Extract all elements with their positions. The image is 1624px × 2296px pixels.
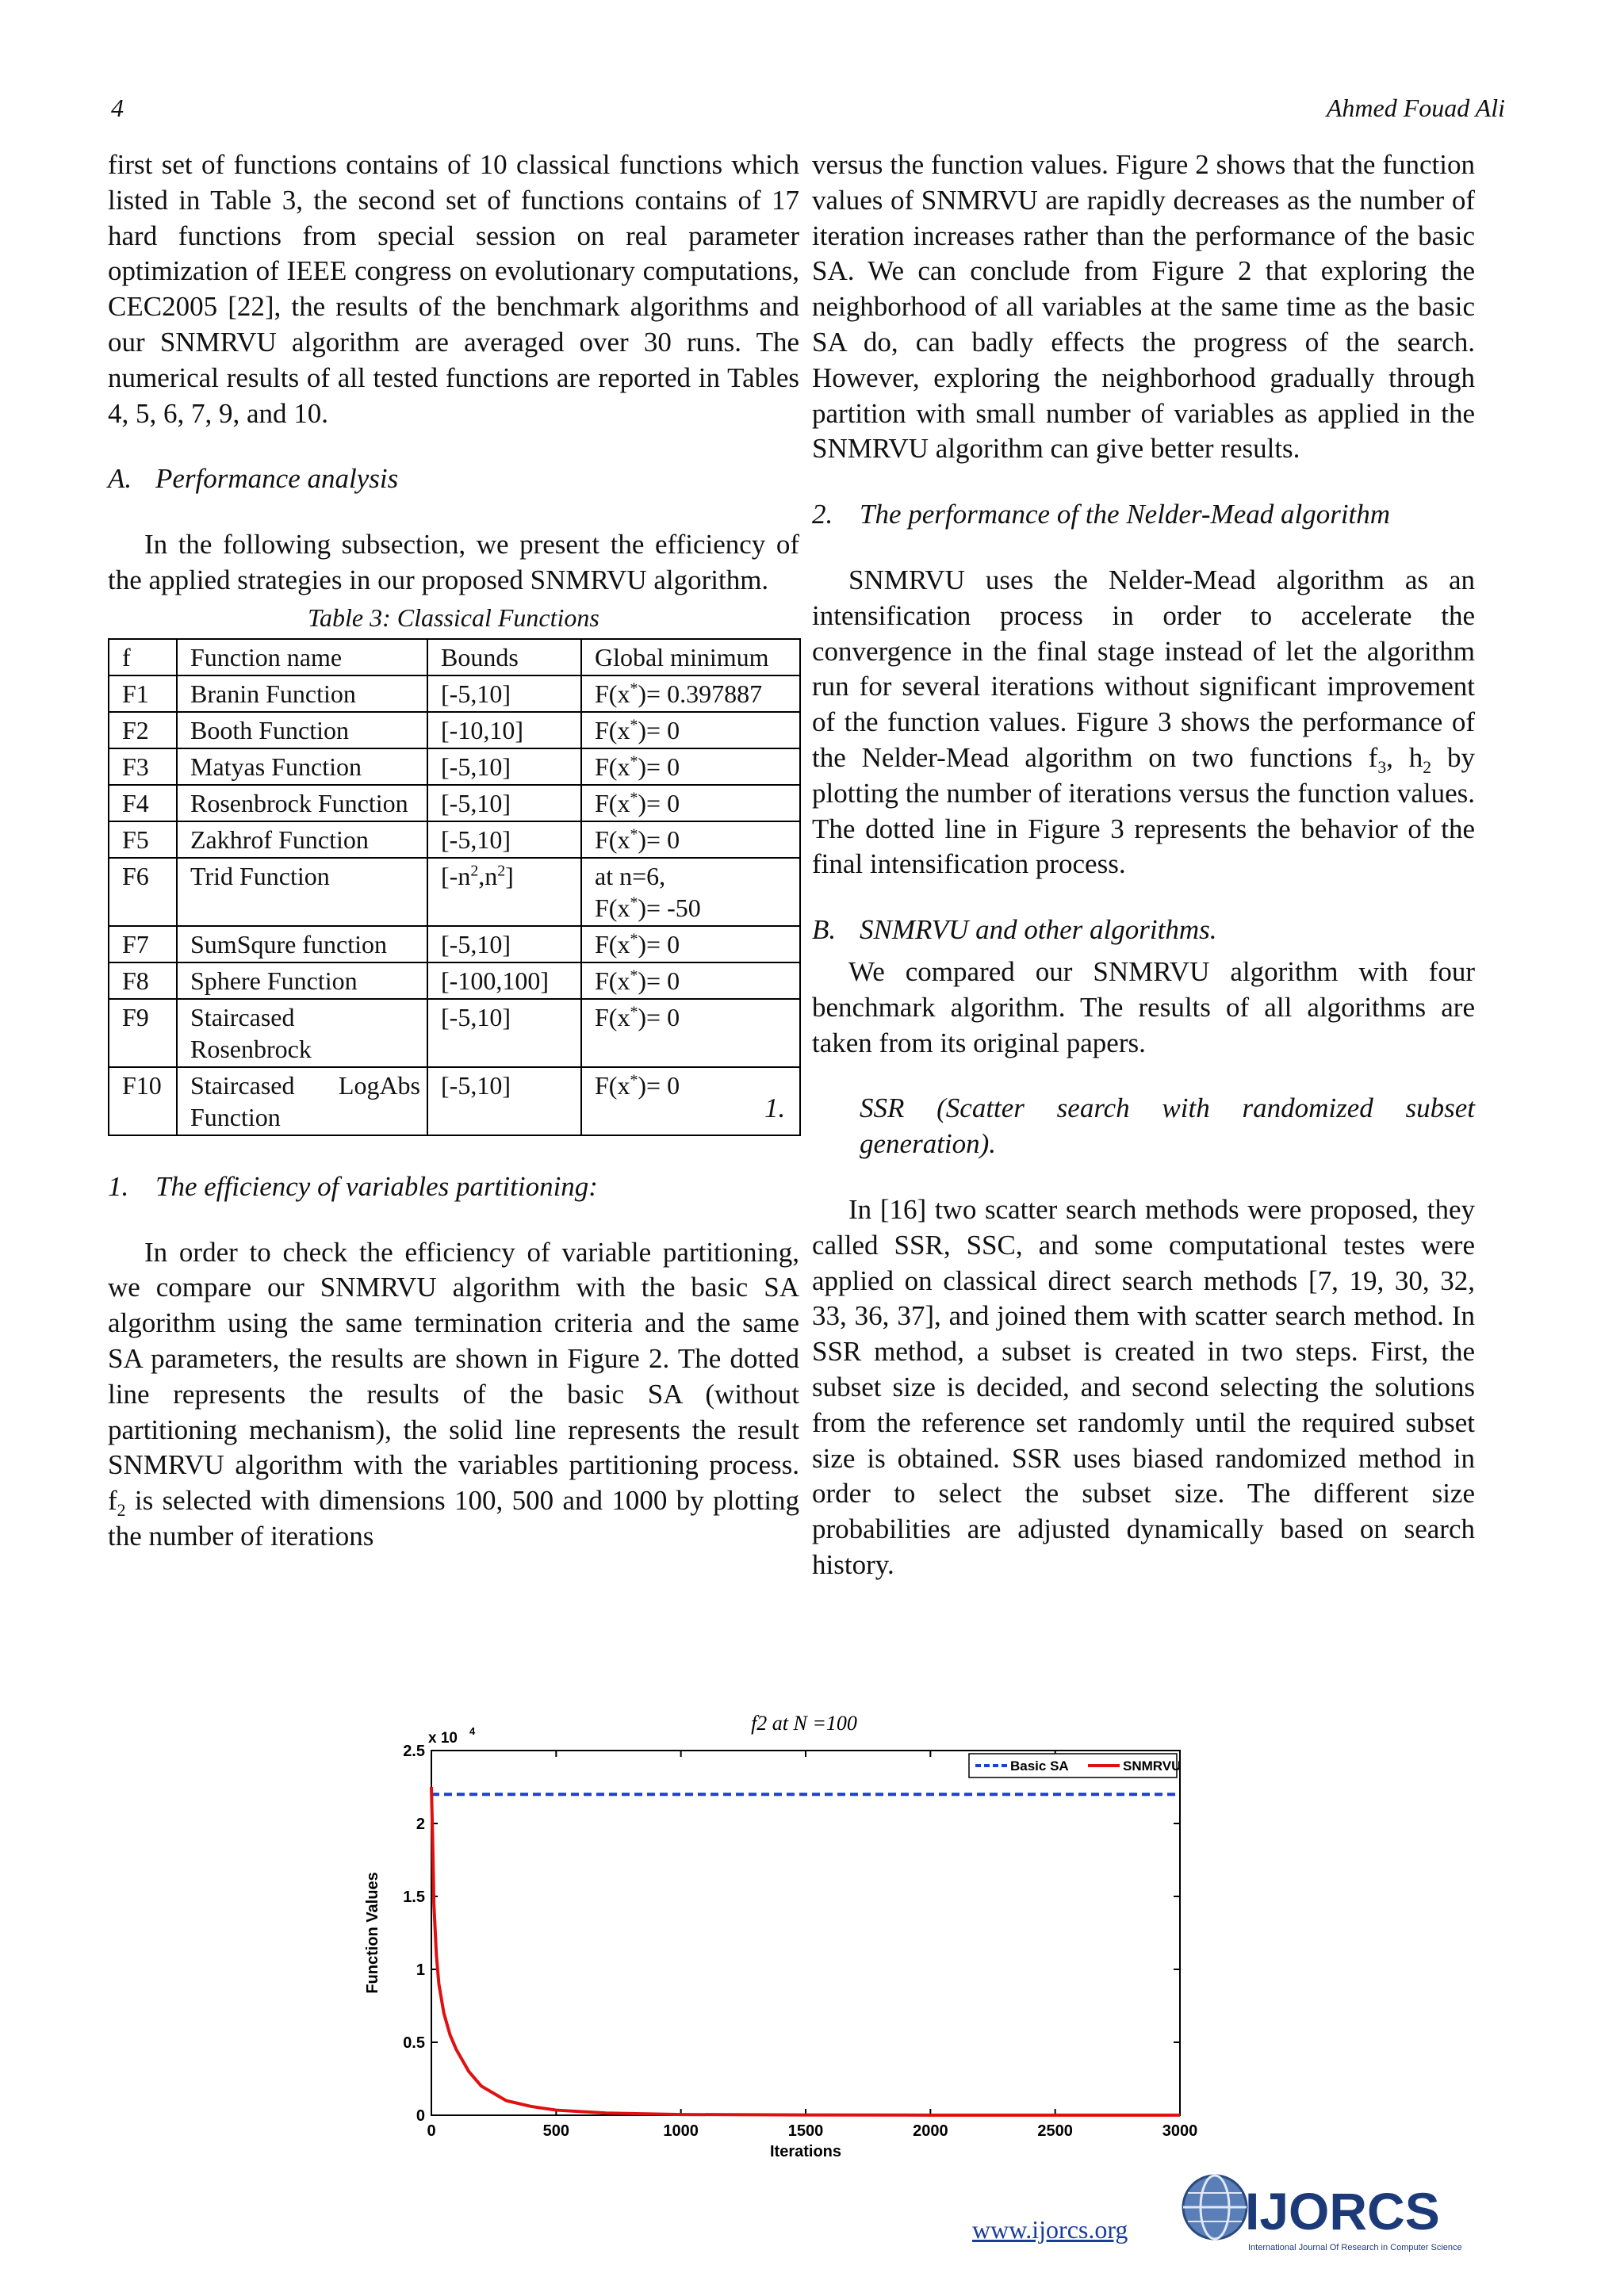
table-cell: F(x*)= 0 xyxy=(581,712,800,748)
continued-paragraph: versus the function values. Figure 2 shows that the function values of SNMRVU are rapidly decreases as the number of iteration increases rather than the performance of the basic SA. We can conclude from Figure 2 that exploring the neighborhood of all variables at the same time as the basic SA do, can badly effects the progress of the search. However, exploring the neighborhood gradually through partition with small number of variables as applied in the SNMRVU algorithm can give better results. xyxy=(812,149,1475,465)
section-1-paragraph: In order to check the efficiency of variable partitioning, we compare our SNMRVU algorithm with the basic SA algorithm using the same termination criteria and the same SA parameters, the results are shown in Figure 2. The dotted line represents the results of the basic SA (without partitioning mechanism), the solid line represents the result SNMRVU algorithm with the variables partitioning process. $f_2$ is selected with dimensions 100, 500 and 1000 by plotting the number of iterations xyxy=(108,1236,799,1552)
table-cell: [-5,10] xyxy=(427,675,581,712)
table-cell: Rosenbrock Function xyxy=(177,785,427,821)
table-cell: F(x*)= 0 xyxy=(581,1067,800,1135)
y-exponent: 4 xyxy=(469,1725,476,1737)
section-2-heading xyxy=(812,497,1475,533)
y-tick-label: 2.5 xyxy=(403,1743,425,1760)
table-cell: [-5,10] xyxy=(427,1067,581,1135)
table-cell: Zakhrof Function xyxy=(177,821,427,858)
plot-frame xyxy=(431,1751,1180,2115)
table-row xyxy=(109,675,800,712)
table-cell: [-5,10] xyxy=(427,926,581,962)
logo-text: IJORCS xyxy=(1245,2182,1440,2241)
chart-svg xyxy=(349,1712,1261,2164)
table-cell: [-10,10] xyxy=(427,712,581,748)
section-b-paragraph: We compared our SNMRVU algorithm with four benchmark algorithm. The results of all algorithms are taken from its original papers. xyxy=(812,955,1475,1058)
table-cell: F10 xyxy=(109,1067,177,1135)
table-cell: F(x*)= 0 xyxy=(581,926,800,962)
table-cell: [-5,10] xyxy=(427,999,581,1067)
table-header-row xyxy=(109,639,800,675)
table-cell: Matyas Function xyxy=(177,748,427,785)
ijorcs-logo xyxy=(1174,2171,1507,2258)
y-tick-label: 1.5 xyxy=(403,1888,425,1906)
y-tick-label: 1 xyxy=(416,1961,425,1979)
table-cell: F8 xyxy=(109,962,177,999)
section-title: Performance analysis xyxy=(155,463,399,495)
section-b1-paragraph: In [16] two scatter search methods were proposed, they called SSR, SSC, and some computational testes were applied on classical direct search methods [7, 19, 30, 32, 33, 36, 37], and joined them with scatter search method. In SSR method, a subset is created in two steps. First, the subset size is decided, and second selecting the solutions from the reference set randomly until the required subset size is obtained. SSR uses biased randomized method in order to select the subset size. The different size probabilities are adjusted dynamically based on search history. xyxy=(812,1193,1475,1580)
x-tick-label: 3000 xyxy=(1162,2122,1198,2140)
right-column xyxy=(764,147,1476,1583)
section-number: 2. xyxy=(812,499,833,530)
y-tick-label: 0.5 xyxy=(403,2034,425,2052)
table-cell: F4 xyxy=(109,785,177,821)
table-header-cell: Bounds xyxy=(427,639,581,675)
section-title: The performance of the Nelder-Mead algorithm xyxy=(860,499,1391,530)
table-cell: [-5,10] xyxy=(427,821,581,858)
section-a-paragraph: In the following subsection, we present the efficiency of the applied strategies in our proposed SNMRVU algorithm. xyxy=(108,529,799,595)
table-cell: F7 xyxy=(109,926,177,962)
table-cell: F3 xyxy=(109,748,177,785)
section-number: 1. xyxy=(764,1093,786,1124)
table-cell: Staircased LogAbs Function xyxy=(177,1067,427,1135)
table-cell: F9 xyxy=(109,999,177,1067)
table-cell: F(x*)= 0 xyxy=(581,821,800,858)
table-cell: [-5,10] xyxy=(427,748,581,785)
logo-subtitle: International Journal Of Research in Computer Science xyxy=(1248,2243,1462,2252)
x-tick-label: 2500 xyxy=(1037,2122,1073,2140)
y-tick-label: 0 xyxy=(416,2107,425,2125)
table-cell: SumSqure function xyxy=(177,926,427,962)
table-cell: Trid Function xyxy=(177,858,427,926)
table-cell: F(x*)= 0 xyxy=(581,785,800,821)
table-cell: F(x*)= 0.397887 xyxy=(581,675,800,712)
y-tick-label: 2 xyxy=(416,1816,425,1833)
chart-title: f2 at N =100 xyxy=(751,1712,857,1735)
table-cell: F(x*)= 0 xyxy=(581,962,800,999)
table-row xyxy=(109,999,800,1067)
table-header-cell: f xyxy=(109,639,177,675)
section-title: SNMRVU and other algorithms. xyxy=(860,914,1217,946)
table-cell: F(x*)= 0 xyxy=(581,999,800,1067)
x-axis-label: Iterations xyxy=(769,2143,842,2160)
x-tick-label: 1500 xyxy=(787,2122,824,2140)
running-header-author: Ahmed Fouad Ali xyxy=(1326,94,1505,122)
intro-paragraph: first set of functions contains of 10 classical functions which listed in Table 3, the second set of functions contains of 17 hard functions from special session on real parameter optimization of IEEE congress on evolutionary computations, CEC2005 [22], the results of the benchmark algorithms and our SNMRVU algorithm are averaged over 30 runs. The numerical results of all tested functions are reported in Tables 4, 5, 6, 7, 9, and 10. xyxy=(108,149,799,429)
x-tick-label: 1000 xyxy=(663,2122,699,2140)
table-row xyxy=(109,821,800,858)
table-row xyxy=(109,1067,800,1135)
classical-functions-table xyxy=(108,638,801,1136)
x-tick-label: 500 xyxy=(542,2122,570,2140)
left-column xyxy=(108,147,799,1555)
table-row xyxy=(109,962,800,999)
section-a-heading xyxy=(108,461,799,497)
section-number: 1. xyxy=(108,1170,129,1202)
table-cell: Staircased Rosenbrock xyxy=(177,999,427,1067)
table-row xyxy=(109,858,800,926)
table-cell: Sphere Function xyxy=(177,962,427,999)
table-cell: F2 xyxy=(109,712,177,748)
table-row xyxy=(109,926,800,962)
y-multiplier: x 10 xyxy=(428,1730,458,1747)
section-title: SSR (Scatter search with randomized subset generation). xyxy=(860,1093,1475,1160)
table-cell: [-100,100] xyxy=(427,962,581,999)
legend-label: Basic SA xyxy=(1010,1758,1069,1774)
table-cell: F6 xyxy=(109,858,177,926)
table-cell: Booth Function xyxy=(177,712,427,748)
section-number: B. xyxy=(812,914,837,946)
section-title: The efficiency of variables partitioning: xyxy=(155,1170,598,1202)
table-cell: F5 xyxy=(109,821,177,858)
section-number: A. xyxy=(108,463,132,495)
table-caption: Table 3: Classical Functions xyxy=(308,603,599,632)
table-cell: $[-n^2,n^2]$ xyxy=(427,858,581,926)
globe-icon xyxy=(1174,2171,1507,2258)
legend-label: SNMRVU xyxy=(1123,1758,1182,1774)
section-b1-heading xyxy=(764,1091,1475,1162)
table-cell: F1 xyxy=(109,675,177,712)
section-1-heading xyxy=(108,1169,799,1205)
table-row xyxy=(109,785,800,821)
table-header-cell: Global minimum xyxy=(581,639,800,675)
page-number: 4 xyxy=(111,94,124,122)
table-cell: at n=6, F(x*)= -50 xyxy=(581,858,800,926)
x-tick-label: 0 xyxy=(427,2122,436,2140)
x-tick-label: 2000 xyxy=(913,2122,948,2140)
table-header-cell: Function name xyxy=(177,639,427,675)
y-axis-label: Function Values xyxy=(364,1872,381,1994)
table-row xyxy=(109,712,800,748)
section-2-paragraph: SNMRVU uses the Nelder-Mead algorithm as an intensification process in order to accelerate the convergence in the final stage instead of let the algorithm run for several iterations without significant improvement of the function values. Figure 3 shows the performance of the Nelder-Mead algorithm on two functions $f_3$, $h_2$ by plotting the number of iterations versus the function values. The dotted line in Figure 3 represents the behavior of the final intensification process. xyxy=(812,564,1476,880)
journal-link[interactable]: www.ijorcs.org xyxy=(972,2215,1128,2244)
figure-2-chart xyxy=(349,1712,1261,2164)
table-cell: [-5,10] xyxy=(427,785,581,821)
table-cell: F(x*)= 0 xyxy=(581,748,800,785)
section-b-heading xyxy=(812,913,1475,948)
table-cell: Branin Function xyxy=(177,675,427,712)
table-row xyxy=(109,748,800,785)
